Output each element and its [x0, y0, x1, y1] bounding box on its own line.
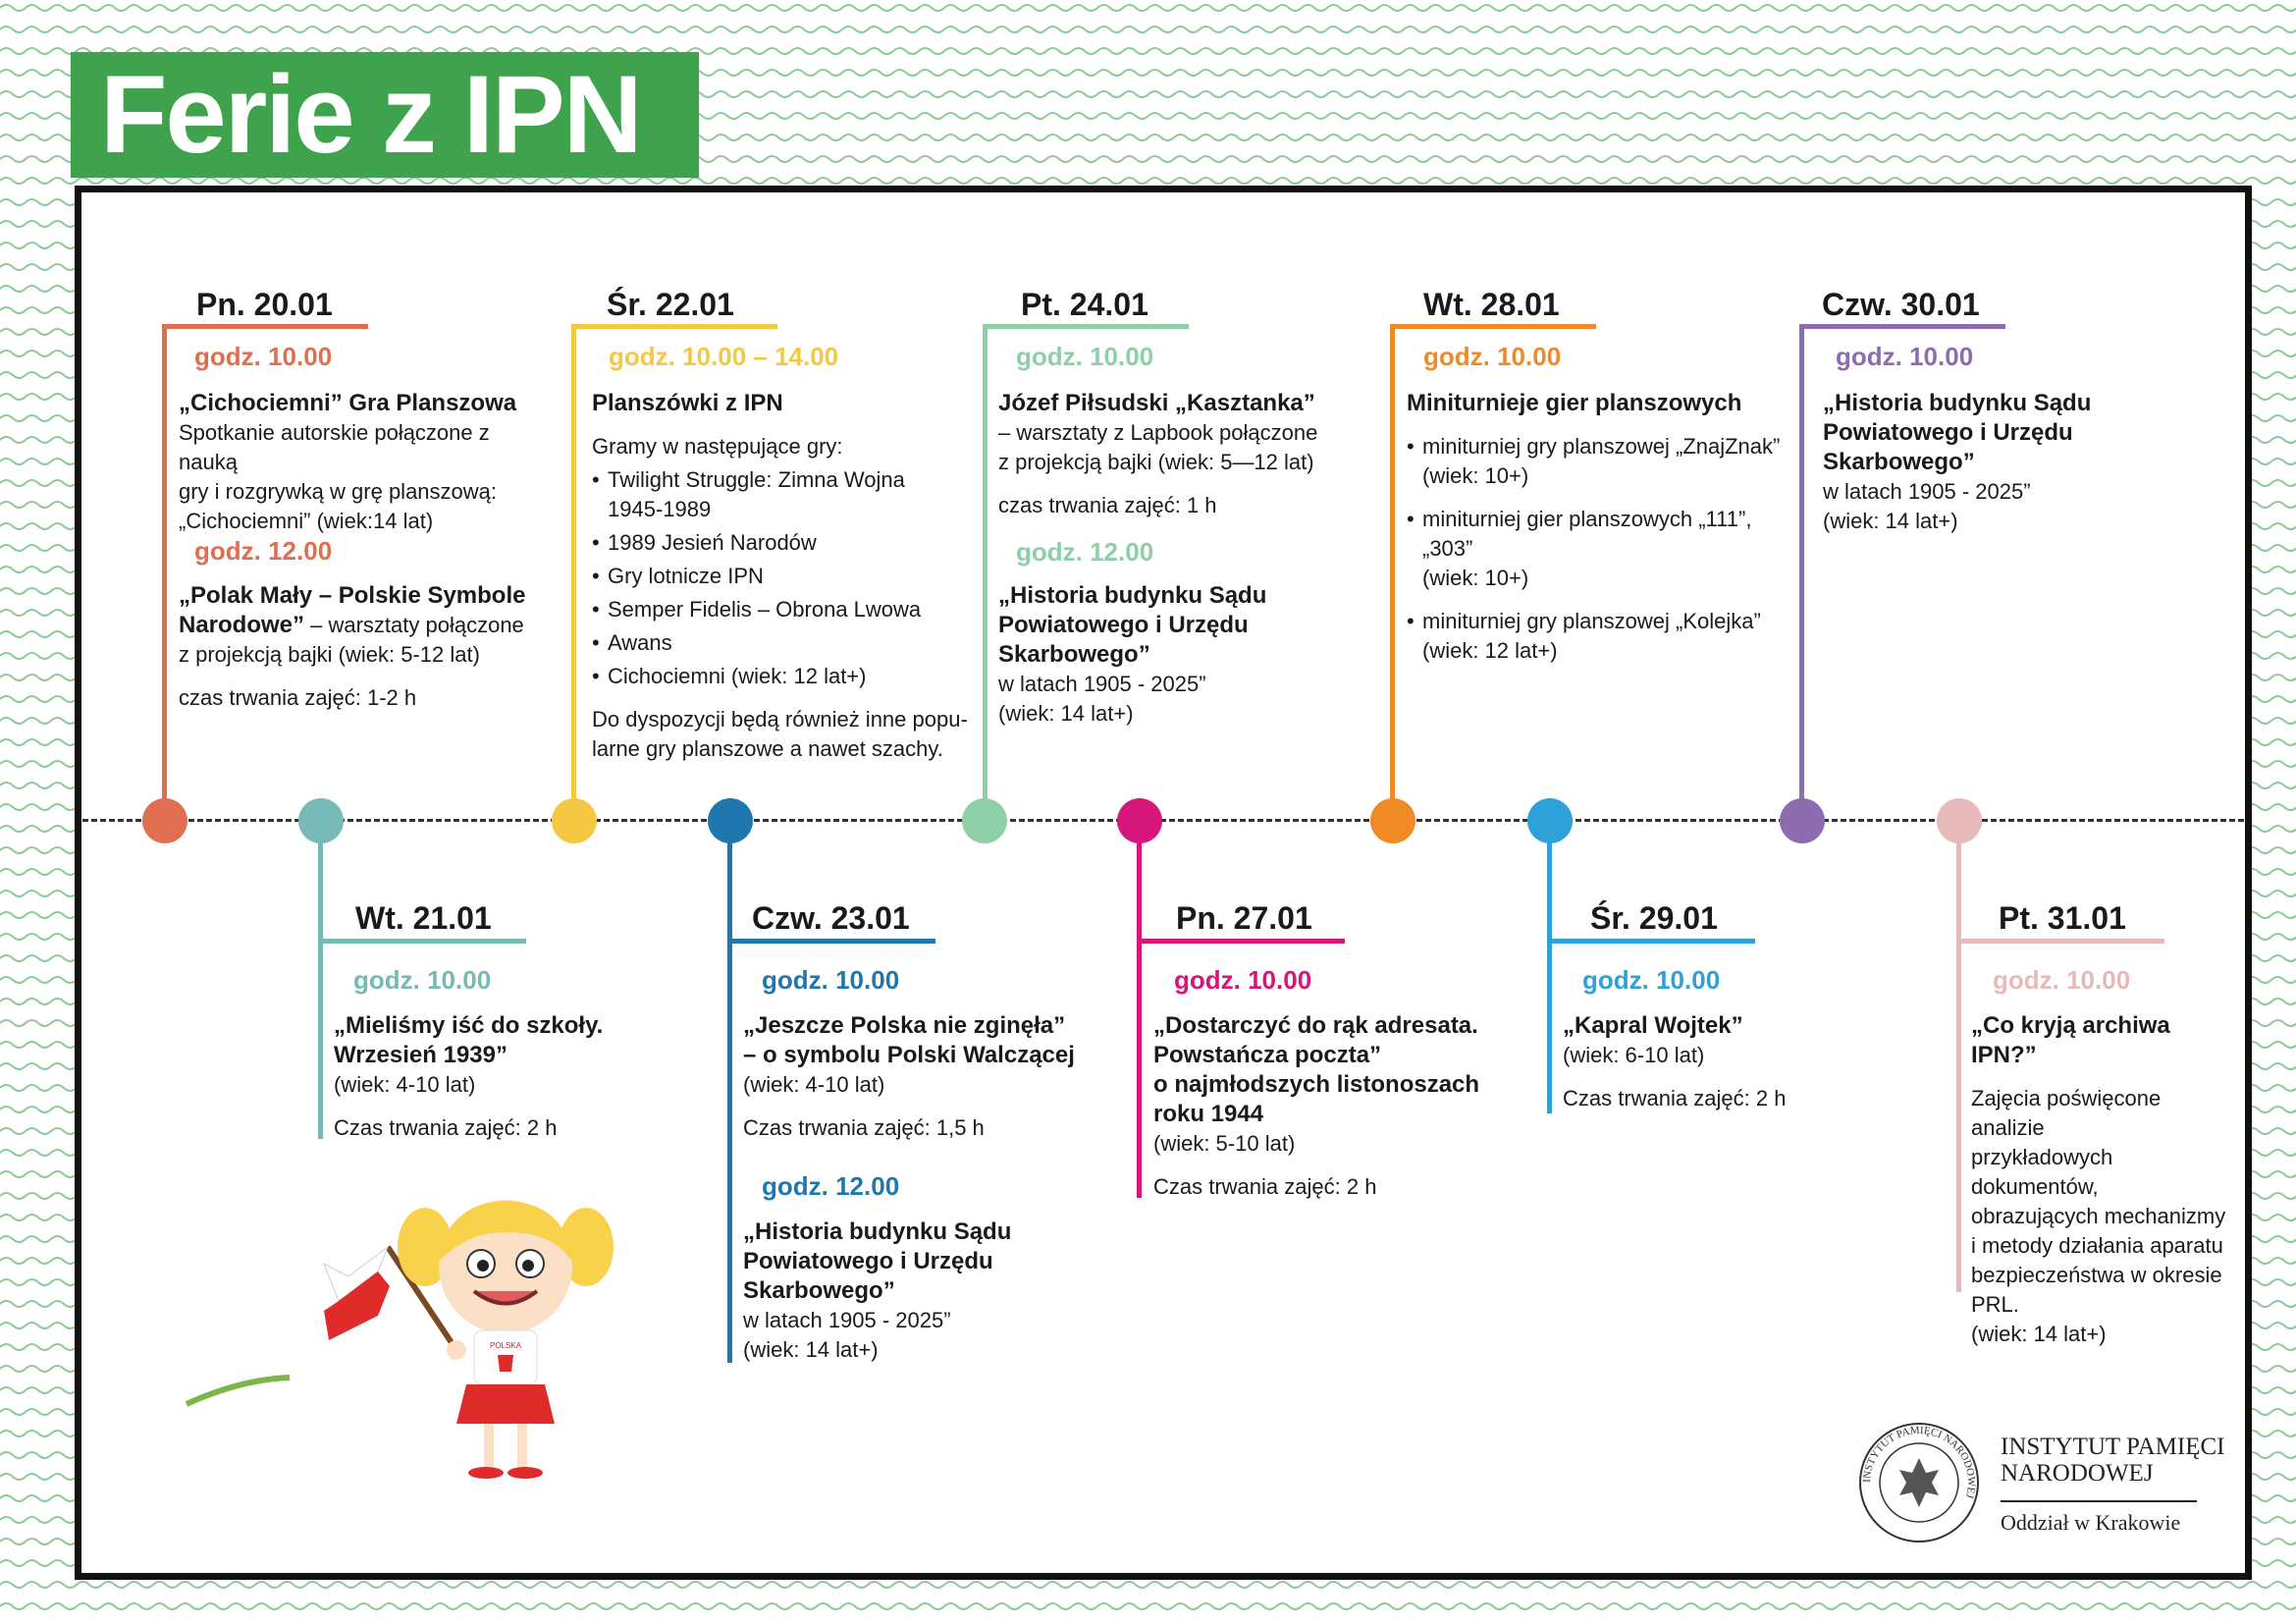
list-item: • Twilight Struggle: Zimna Wojna	[592, 465, 975, 495]
event-desc-line: (wiek: 14 lat+)	[1971, 1322, 2107, 1346]
event-time: godz. 12.00	[762, 1171, 900, 1201]
shirt-text: POLSKA	[489, 1341, 522, 1350]
event-desc-line: – warsztaty połączone	[304, 613, 524, 637]
event-underline	[1956, 939, 2164, 944]
event-desc-line: larne gry planszowe a nawet szachy.	[592, 736, 943, 761]
ipn-logo-text	[2001, 1434, 2225, 1487]
event-time: godz. 10.00 – 14.00	[609, 342, 839, 371]
event-desc-line: Spotkanie autorskie połączone z nauką	[179, 420, 490, 474]
event-underline	[727, 939, 935, 944]
event-desc-line: z projekcją bajki (wiek: 5-12 lat)	[179, 642, 480, 667]
list-item-cont: (wiek: 10+)	[1422, 566, 1529, 590]
event-time: godz. 10.00	[353, 965, 492, 995]
event-connector	[1799, 324, 1804, 815]
event-desc-line: „Cichociemni” (wiek:14 lat)	[179, 509, 434, 533]
event-title: „Dostarczyć do rąk adresata.	[1153, 1012, 1478, 1039]
event-desc-line: (wiek: 5-10 lat)	[1153, 1131, 1296, 1156]
event-duration: czas trwania zajęć: 1-2 h	[179, 685, 417, 710]
event-desc-line: w latach 1905 - 2025”	[743, 1308, 951, 1332]
event-details	[1407, 389, 1799, 666]
timeline-dot	[552, 798, 597, 843]
event-title: „Historia budynku Sądu	[998, 582, 1267, 609]
timeline-dot	[1370, 798, 1415, 843]
event-title: roku 1944	[1153, 1101, 1264, 1127]
event-desc-line: (wiek: 14 lat+)	[998, 701, 1134, 726]
logo-line: INSTYTUT PAMIĘCI	[2001, 1434, 2225, 1460]
event-title: „Co kryją archiwa	[1971, 1012, 2170, 1039]
event-title: Narodowe”	[179, 612, 305, 638]
event-connector	[983, 324, 988, 815]
event-title: Planszówki z IPN	[592, 390, 783, 416]
list-item: • miniturniej gier planszowych „111”,	[1407, 505, 1799, 534]
event-underline	[1799, 324, 2005, 329]
event-details	[998, 389, 1391, 520]
event-connector	[162, 324, 167, 815]
event-connector	[727, 821, 732, 1363]
event-desc-line: Zajęcia poświęcone analizie	[1971, 1086, 2162, 1140]
wave-line	[0, 1582, 2296, 1588]
event-title: Miniturnieje gier planszowych	[1407, 390, 1742, 416]
logo-subtitle: Oddział w Krakowie	[2001, 1510, 2181, 1535]
event-details	[998, 581, 1371, 729]
page-title: Ferie z IPN	[71, 52, 699, 178]
event-date: Wt. 21.01	[355, 900, 492, 936]
event-time: godz. 10.00	[1582, 965, 1721, 995]
timeline-dot	[962, 798, 1007, 843]
list-item-cont: (wiek: 12 lat+)	[1422, 638, 1558, 663]
event-connector	[1956, 821, 1961, 1292]
event-underline	[162, 324, 368, 329]
event-duration: Czas trwania zajęć: 2 h	[1153, 1174, 1377, 1199]
list-item-cont: (wiek: 10+)	[1422, 463, 1529, 488]
event-title: Powiatowego i Urzędu	[743, 1248, 993, 1274]
event-underline	[571, 324, 777, 329]
event-title: Józef Piłsudski „Kasztanka”	[998, 390, 1315, 416]
wave-line	[0, 5, 2296, 11]
event-desc-line: (wiek: 14 lat+)	[1823, 509, 1958, 533]
event-underline	[1547, 939, 1755, 944]
list-item: • miniturniej gry planszowej „Kolejka”	[1407, 607, 1799, 636]
wave-line	[0, 27, 2296, 32]
timeline-axis	[82, 819, 2244, 822]
event-desc-line: i metody działania aparatu	[1971, 1233, 2223, 1258]
event-time: godz. 12.00	[1016, 537, 1154, 567]
event-duration: czas trwania zajęć: 1 h	[998, 493, 1217, 517]
shirt-emblem	[498, 1355, 513, 1372]
event-details	[592, 389, 975, 764]
event-title: „Historia budynku Sądu	[1823, 390, 2092, 416]
event-date: Czw. 23.01	[752, 900, 910, 936]
event-title: Powiatowego i Urzędu	[998, 612, 1249, 638]
timeline-dot	[142, 798, 187, 843]
event-desc-line: (wiek: 4-10 lat)	[743, 1072, 885, 1097]
event-duration: Czas trwania zajęć: 2 h	[334, 1115, 558, 1140]
event-title: IPN?”	[1971, 1042, 2037, 1068]
list-item: • Awans	[592, 628, 975, 658]
event-connector	[571, 324, 576, 815]
seal-ring-text: INSTYTUT PAMIĘCI NARODOWEJ	[1860, 1424, 1978, 1500]
event-details	[179, 389, 552, 536]
event-time: godz. 10.00	[194, 342, 333, 371]
event-details	[1563, 1011, 1877, 1113]
event-title: „Kapral Wojtek”	[1563, 1012, 1743, 1039]
list-item: • Semper Fidelis – Obrona Lwowa	[592, 595, 975, 624]
event-desc-line: przykładowych dokumentów,	[1971, 1145, 2113, 1199]
event-details	[1823, 389, 2176, 536]
event-title: Wrzesień 1939”	[334, 1042, 507, 1068]
event-title: „Mieliśmy iść do szkoły.	[334, 1012, 604, 1039]
list-item-cont: „303”	[1422, 536, 1473, 561]
eagle-emblem	[1899, 1458, 1939, 1507]
event-details	[743, 1011, 1116, 1143]
event-details	[179, 581, 571, 713]
event-desc-line: obrazujących mechanizmy	[1971, 1204, 2226, 1228]
list-item: • miniturniej gry planszowej „ZnajZnak”	[1407, 432, 1799, 461]
event-time: godz. 10.00	[1016, 342, 1154, 371]
event-date: Czw. 30.01	[1822, 287, 1980, 322]
event-time: godz. 10.00	[1993, 965, 2131, 995]
event-details	[1153, 1011, 1546, 1202]
event-date: Śr. 22.01	[607, 287, 734, 322]
event-underline	[1137, 939, 1345, 944]
event-date: Pt. 24.01	[1021, 287, 1148, 322]
wave-line	[0, 178, 2296, 184]
hand	[447, 1340, 466, 1360]
grass-stroke	[187, 1378, 290, 1404]
list-item: • 1989 Jesień Narodów	[592, 528, 975, 558]
event-desc-line: Do dyspozycji będą również inne popu-	[592, 707, 968, 731]
event-title: Powstańcza poczta”	[1153, 1042, 1382, 1068]
ipn-seal-logo	[1855, 1419, 1983, 1546]
event-time: godz. 10.00	[1174, 965, 1312, 995]
event-date: Pn. 20.01	[196, 287, 333, 322]
skirt	[456, 1384, 555, 1424]
timeline-dot	[1780, 798, 1825, 843]
event-underline	[1390, 324, 1596, 329]
event-desc-line: (wiek: 14 lat+)	[743, 1337, 879, 1362]
event-title: „Historia budynku Sądu	[743, 1218, 1012, 1245]
event-date: Pt. 31.01	[1999, 900, 2126, 936]
event-duration: Czas trwania zajęć: 1,5 h	[743, 1115, 985, 1140]
logo-divider	[2001, 1500, 2197, 1502]
event-connector	[318, 821, 323, 1139]
event-desc-line: z projekcją bajki (wiek: 5—12 lat)	[998, 450, 1314, 474]
event-connector	[1547, 821, 1552, 1113]
list-item: • Cichociemni (wiek: 12 lat+)	[592, 662, 975, 691]
event-title: Skarbowego”	[998, 641, 1150, 668]
logo-line: NARODOWEJ	[2001, 1460, 2154, 1487]
event-underline	[318, 939, 526, 944]
games-list	[592, 465, 975, 691]
event-desc-line: – warsztaty z Lapbook połączone	[998, 420, 1318, 445]
event-time: godz. 10.00	[1423, 342, 1562, 371]
event-desc-line: w latach 1905 - 2025”	[1823, 479, 2031, 504]
event-desc-line: bezpieczeństwa w okresie	[1971, 1263, 2222, 1287]
event-time: godz. 12.00	[194, 536, 333, 566]
event-details	[1971, 1011, 2236, 1349]
event-connector	[1390, 324, 1395, 815]
event-title: Skarbowego”	[1823, 449, 1975, 475]
event-title: Skarbowego”	[743, 1277, 895, 1304]
event-title: „Cichociemni” Gra Planszowa	[179, 390, 517, 416]
event-desc-line: (wiek: 6-10 lat)	[1563, 1043, 1705, 1067]
event-underline	[983, 324, 1189, 329]
event-desc-line: w latach 1905 - 2025”	[998, 672, 1206, 696]
list-item-cont: 1945-1989	[608, 497, 712, 521]
event-title: „Polak Mały – Polskie Symbole	[179, 582, 526, 609]
event-desc-line: (wiek: 4-10 lat)	[334, 1072, 476, 1097]
event-time: godz. 10.00	[1836, 342, 1974, 371]
event-title: o najmłodszych listonoszach	[1153, 1071, 1480, 1098]
event-desc-line: Gramy w następujące gry:	[592, 434, 843, 459]
event-desc-line: PRL.	[1971, 1292, 2019, 1317]
event-title: Powiatowego i Urzędu	[1823, 419, 2073, 446]
event-date: Wt. 28.01	[1423, 287, 1560, 322]
event-title: „Jeszcze Polska nie zginęła”	[743, 1012, 1066, 1039]
event-desc-line: gry i rozgrywką w grę planszową:	[179, 479, 498, 504]
mascot-girl-with-flag	[182, 1193, 633, 1532]
list-item: • Gry lotnicze IPN	[592, 562, 975, 591]
event-details	[743, 1218, 1116, 1365]
event-title: – o symbolu Polski Walczącej	[743, 1042, 1075, 1068]
event-duration: Czas trwania zajęć: 2 h	[1563, 1086, 1787, 1110]
event-date: Pn. 27.01	[1176, 900, 1312, 936]
event-date: Śr. 29.01	[1590, 900, 1718, 936]
event-connector	[1137, 821, 1142, 1198]
wave-line	[0, 1603, 2296, 1609]
event-time: godz. 10.00	[762, 965, 900, 995]
tournaments-list	[1407, 432, 1799, 666]
event-details	[334, 1011, 687, 1143]
